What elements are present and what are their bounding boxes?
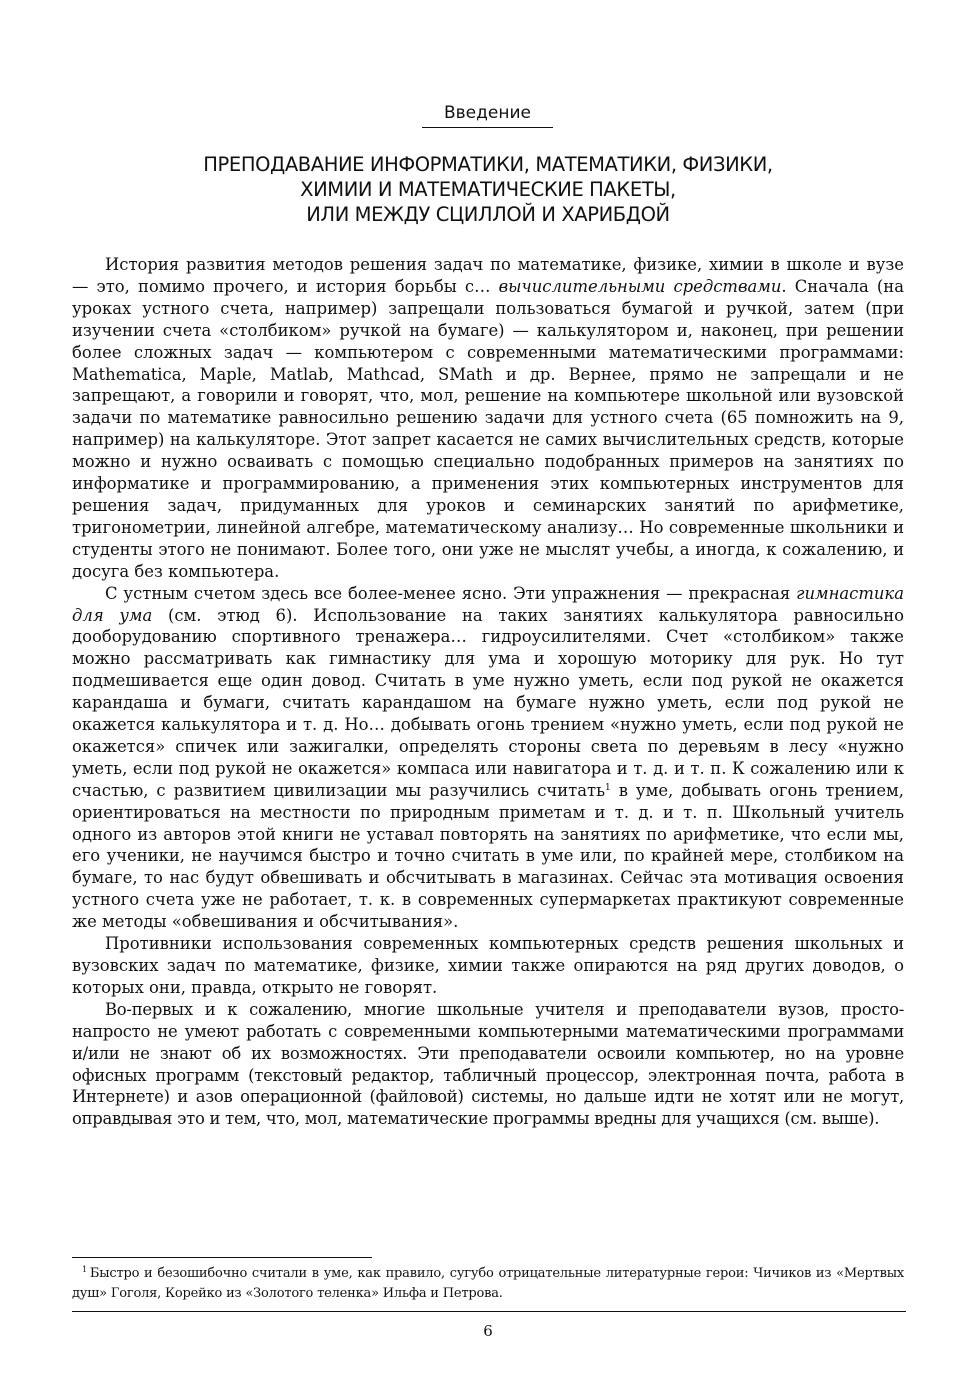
- footnote-text: Быстро и безошибочно считали в уме, как правило, сугубо отрицательные литературные герои: Чичиков из «Мертвых душ» Гоголя, Корейко из «Золотого теленка» Ильфа и Петрова.: [72, 1266, 904, 1301]
- paragraph-1: [72, 254, 904, 583]
- body-text: [72, 254, 904, 1130]
- paragraph-2-text-a: С устным счетом здесь все более-менее ясно. Эти упражнения — прекрасная: [105, 583, 797, 603]
- paragraph-1-text-a: История развития методов решения задач по математике, физике, химии в школе и вузе — это, помимо прочего, и история борьбы с…: [72, 255, 904, 296]
- chapter-title-line: ИЛИ МЕЖДУ СЦИЛЛОЙ И ХАРИБДОЙ: [306, 203, 670, 226]
- footnote-reference[interactable]: 1: [605, 782, 611, 793]
- paragraph-2-emphasis: гимнастика для ума: [72, 583, 904, 625]
- paragraph-1-emphasis: вычислительными средствами: [498, 276, 782, 296]
- section-label: Введение: [422, 101, 553, 128]
- paragraph-2-text-c: в уме, добывать огонь трением, ориентироваться на местности по природным приметам и т. д. и т. п. Школьный учитель одного из авторов этой книги не уставал повторять на занятиях по арифметике, что если мы, его ученики, не научимся быстро и точно считать в уме или, по крайней мере, столбиком на бумаге, то нас будут обвешивать и обсчитывать в магазинах. Сейчас эта мотивация освоения устного счета уже не работает, т. к. в современных супермаркетах практикуют современные же методы «обвешивания и обсчитывания».: [72, 780, 904, 932]
- footnote: [72, 1264, 904, 1304]
- footnote-divider: [72, 1257, 372, 1258]
- paragraph-1-text-b: . Сначала (на уроках устного счета, например) запрещали пользоваться бумагой и ручкой, затем (при изучении счета «столбиком» ручкой на бумаге) — калькулятором и, наконец, при решении более сложных задач — компьютером с современными математическими программами: Mathematica, Maple, Matlab, Mathcad, SMath и др. Вернее, прямо не запрещали и не запрещают, а говорили и говорят, что, мол, решение на компьютере школьной или вузовской задачи по математике равносильно решению задачи для устного счета (65 помножить на 9, например) на калькуляторе. Этот запрет касается не самих вычислительных средств, которые можно и нужно осваивать с помощью специально подобранных примеров на занятиях по информатике и программированию, а применения этих компьютерных инструментов для решения задач, придуманных для уроков и семинарских занятий по арифметике, тригонометрии, линейной алгебре, математическому анализу… Но современные школьники и студенты этого не понимают. Более того, они уже не мыслят учебы, а иногда, к сожалению, и досуга без компьютера.: [72, 276, 904, 581]
- chapter-title-line: ХИМИИ И МАТЕМАТИЧЕСКИЕ ПАКЕТЫ,: [300, 178, 676, 201]
- paragraph-4: Во-первых и к сожалению, многие школьные учителя и преподаватели вузов, просто-напросто не умеют работать с современными компьютерными математическими программами и/или не знают об их возможностях. Эти преподаватели освоили компьютер, но на уровне офисных программ (текстовый редактор, табличный процессор, электронная почта, работа в Интернете) и азов операционной (файловой) системы, но дальше идти не хотят или не могут, оправдывая это и тем, что, мол, математические программы вредны для учащихся (см. выше).: [72, 999, 904, 1129]
- paragraph-2-text-b: (см. этюд 6). Использование на таких занятиях калькулятора равносильно дооборудованию спортивного тренажера… гидроусилителями. Счет «столбиком» также можно рассматривать как гимнастику для ума и хорошую моторику для рук. Но тут подмешивается еще один довод. Считать в уме нужно уметь, если под рукой не окажется карандаша и бумаги, считать карандашом на бумаге нужно уметь, если под рукой не окажется калькулятора и т. д. Но… добывать огонь трением «нужно уметь, если под рукой не окажется» спичек или зажигалки, определять стороны света по деревьям в лесу «нужно уметь, если под рукой не окажется» компаса или навигатора и т. д. и т. п. К сожалению или к счастью, с развитием цивилизации мы разучились считать: [72, 605, 904, 800]
- page-footer-rule: [72, 1311, 906, 1312]
- page-number: 6: [483, 1322, 493, 1340]
- chapter-title: [90, 152, 886, 227]
- paragraph-3: Противники использования современных компьютерных средств решения школьных и вузовских задач по математике, физике, химии также опираются на ряд других доводов, о которых они, правда, открыто не говорят.: [72, 934, 904, 997]
- paragraph-2: [72, 583, 904, 934]
- chapter-title-line: ПРЕПОДАВАНИЕ ИНФОРМАТИКИ, МАТЕМАТИКИ, ФИЗИКИ,: [203, 153, 773, 176]
- footnote-mark: 1: [82, 1265, 87, 1274]
